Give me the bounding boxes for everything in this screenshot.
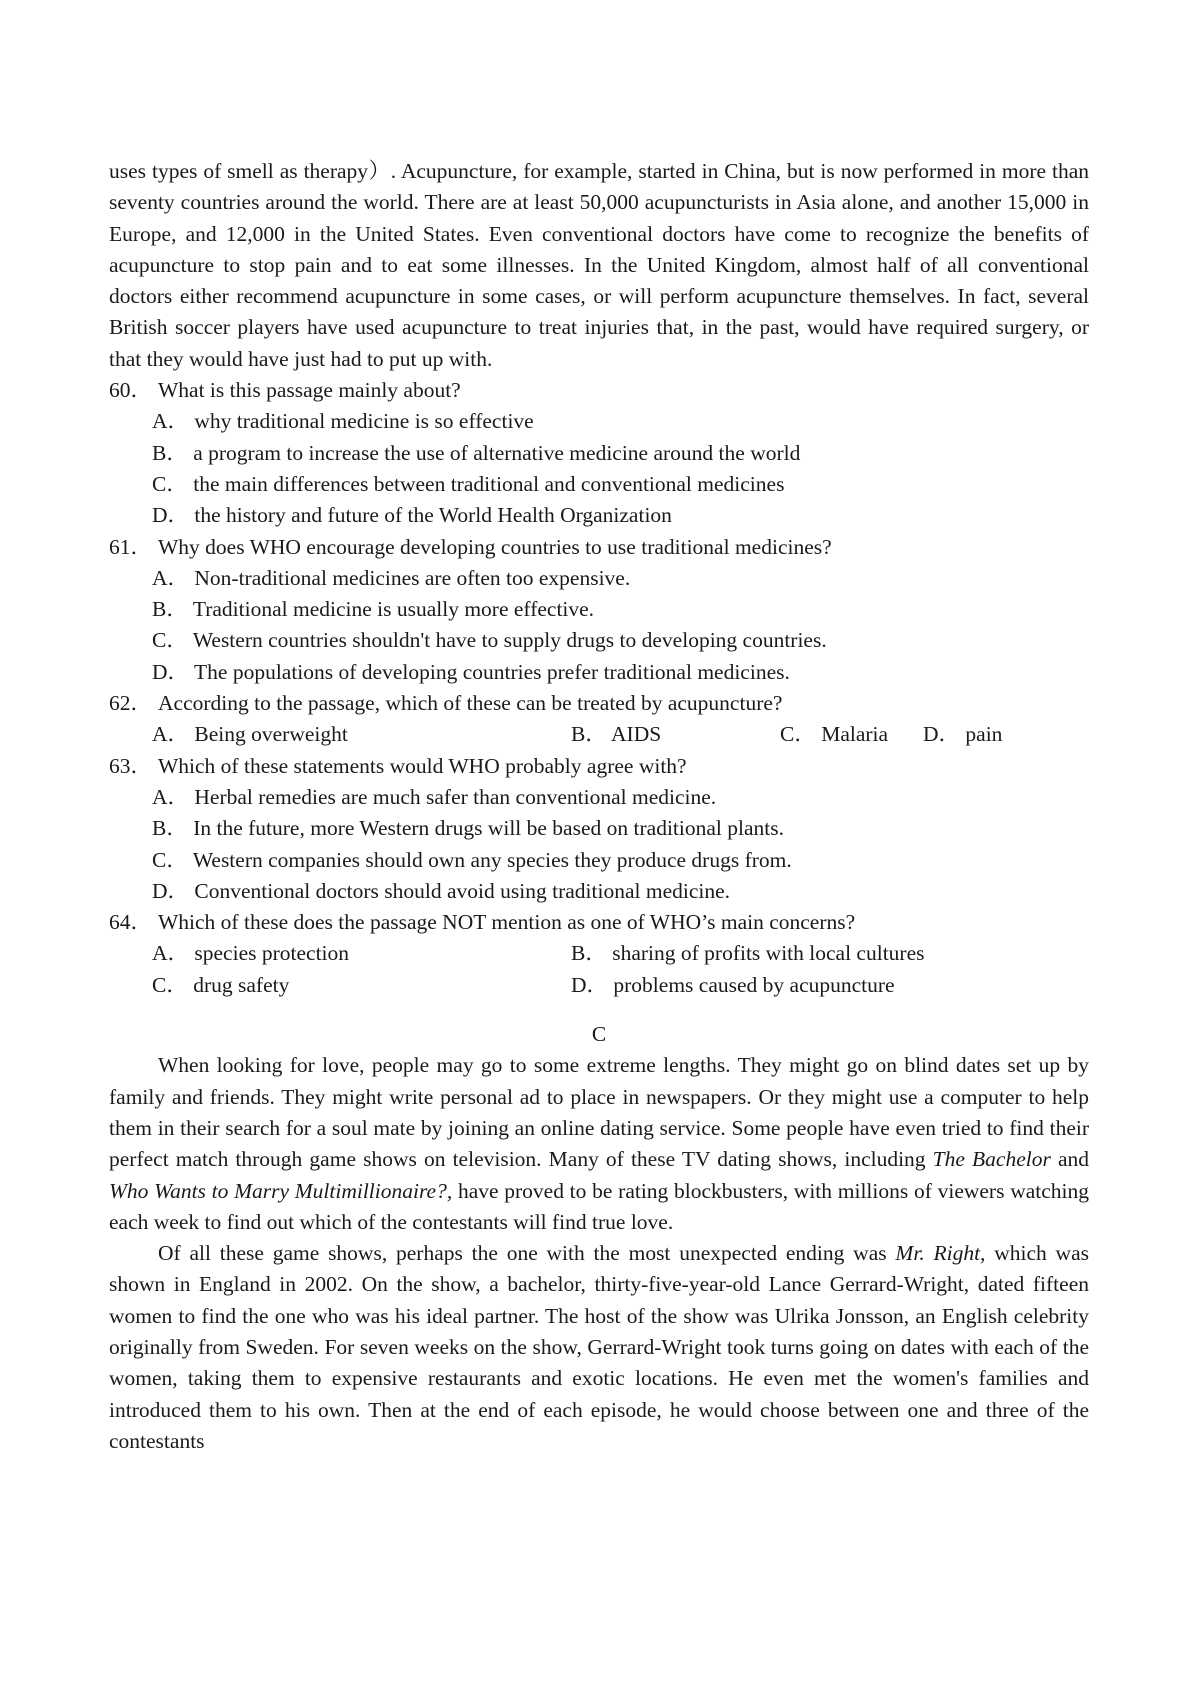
show-title: Who Wants to Marry Multimillionaire?, [109,1178,453,1203]
option-d: D． pain [923,722,1003,747]
option-c: C． the main differences between traditional and conventional medicines [152,471,785,496]
options-row [109,970,1089,1001]
passage-b-tail: uses types of smell as therapy）. Acupuncture, for example, started in China, but is now performed in more than seventy countries around the world. There are at least 50,000 acupuncturists in Asia alone, and another 15,000 in Europe, and 12,000 in the United States. Even conventional doctors have come to recognize the benefits of acupuncture to stop pain and to eat some illnesses. In the United Kingdom, almost half of all conventional doctors either recommend acupuncture in some cases, or will perform acupuncture themselves. In fact, several British soccer players have used acupuncture to treat injuries that, in the past, would have required surgery, or that they would have just had to put up with. [109,159,1089,371]
question-number: 62． [109,691,153,716]
option-b: B． Traditional medicine is usually more effective. [152,597,595,622]
section-title: C [591,1022,607,1047]
option-b: B． a program to increase the use of alternative medicine around the world [152,440,801,465]
option-c: C． drug safety [152,972,290,997]
option-c: C． Western countries shouldn't have to supply drugs to developing countries. [152,628,827,653]
options-row [109,938,1089,969]
option-a: A． Being overweight [152,722,348,747]
question-63 [109,751,1089,782]
paragraph-text: which was shown in England in 2002. On the show, a bachelor, thirty-five-year-old Lance Gerrard-Wright, dated fifteen women to find the one who was his ideal partner. The host of the show was Ulrika Jonsson, an English celebrity originally from Sweden. For seven weeks on the show, Gerrard-Wright took turns going on dates with each of the women, taking them to expensive restaurants and exotic locations. He even met the women's families and introduced them to his own. Then at the end of each episode, he would choose between one and three of the contestants [109,1241,1089,1453]
option-b: B． In the future, more Western drugs will be based on traditional plants. [152,816,784,841]
question-text: Which of these does the passage NOT mention as one of WHO’s main concerns? [158,910,856,935]
question-text: Why does WHO encourage developing countries to use traditional medicines? [158,534,832,559]
question-61 [109,532,1089,563]
question-number: 60． [109,378,153,403]
option-b: B． AIDS [571,722,662,747]
option-a: A． Herbal remedies are much safer than conventional medicine. [152,784,717,809]
paragraph-text: Of all these game shows, perhaps the one with the most unexpected ending was [158,1241,896,1266]
options-row [109,719,1089,750]
paragraph-text: and [1050,1147,1089,1172]
question-text: What is this passage mainly about? [158,378,461,403]
show-title: Mr. Right, [895,1241,986,1266]
question-62 [109,688,1089,719]
option-d: D． The populations of developing countries prefer traditional medicines. [152,659,790,684]
question-number: 61． [109,534,153,559]
option-a: A． Non-traditional medicines are often too expensive. [152,565,631,590]
question-number: 64． [109,910,153,935]
question-text: Which of these statements would WHO probably agree with? [158,753,687,778]
question-number: 63． [109,753,153,778]
passage-c-paragraph-2 [109,1238,1089,1457]
question-64 [109,907,1089,938]
option-d: D． problems caused by acupuncture [571,972,895,997]
option-a: A． species protection [152,941,350,966]
paragraph-text: have proved to be rating blockbusters, with millions of viewers watching each week to find out which of the contestants will find true love. [109,1178,1089,1234]
option-c: C． Western companies should own any species they produce drugs from. [152,847,792,872]
option-b: B． sharing of profits with local cultures [571,941,925,966]
option-d: D． Conventional doctors should avoid using traditional medicine. [152,878,731,903]
option-c: C． Malaria [780,722,889,747]
show-title: The Bachelor [932,1147,1051,1172]
question-text: According to the passage, which of these can be treated by acupuncture? [158,691,783,716]
exam-page [109,156,1089,1457]
option-a: A． why traditional medicine is so effective [152,409,534,434]
option-d: D． the history and future of the World Health Organization [152,503,672,528]
passage-c-paragraph-1 [109,1050,1089,1238]
paragraph-text: When looking for love, people may go to some extreme lengths. They might go on blind dates set up by family and friends. They might write personal ad to place in newspapers. Or they might use a computer to help them in their search for a soul mate by joining an online dating service. Some people have even tried to find their perfect match through game shows on television. Many of these TV dating shows, including [109,1053,1089,1172]
question-60 [109,375,1089,406]
